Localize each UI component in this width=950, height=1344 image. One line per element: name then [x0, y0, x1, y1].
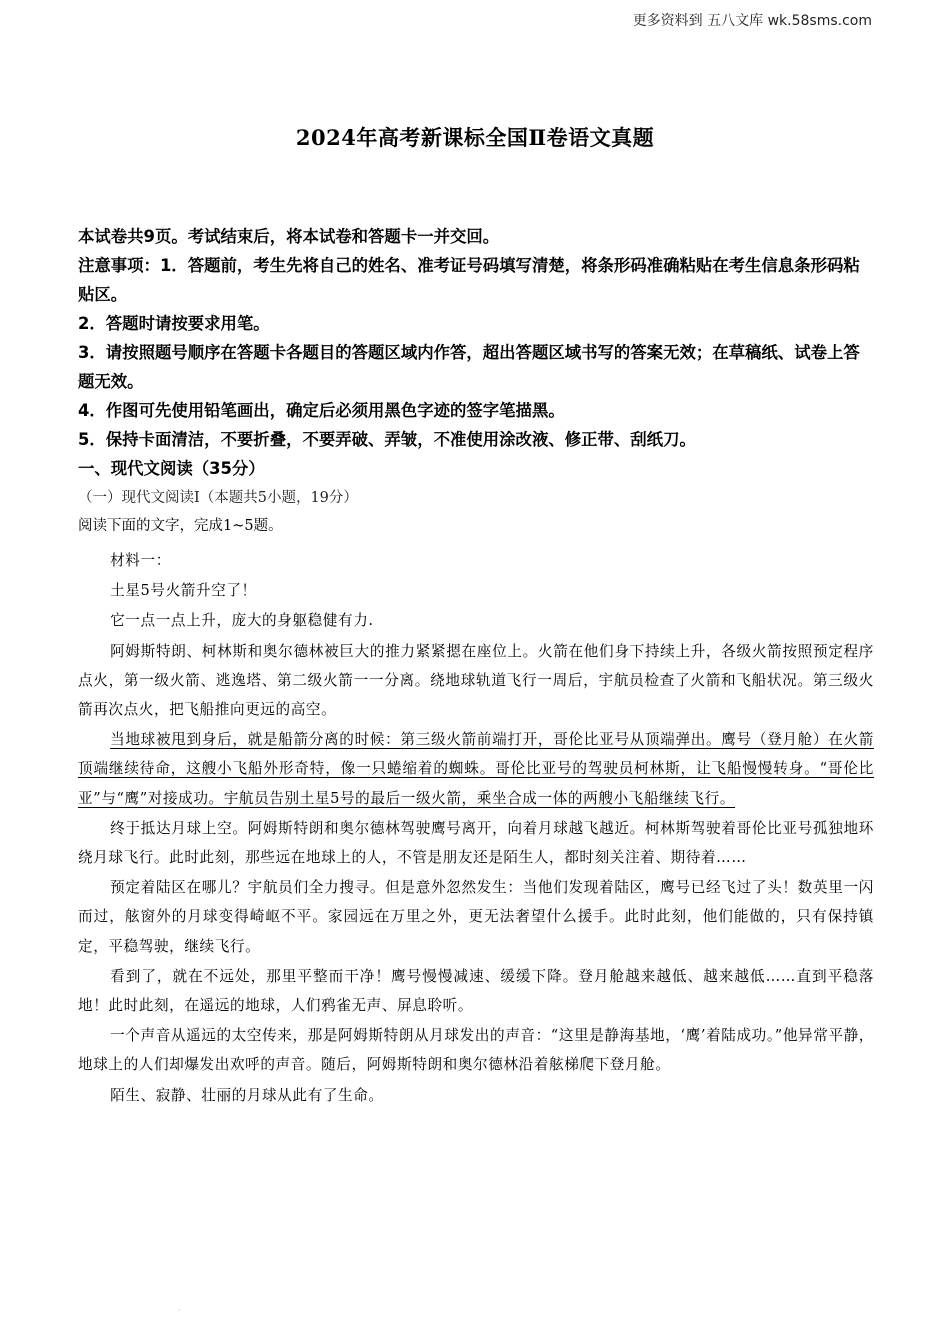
passage-paragraph: 阿姆斯特朗、柯林斯和奥尔德林被巨大的推力紧紧摁在座位上。火箭在他们身下持续上升，各级火箭按照预定程序点火，第一级火箭、逃逸塔、第二级火箭一一分离。绕地球轨道飞行一周后，宇航员检查了火箭和飞船状况。第三级火箭再次点火，把飞船推向更远的高空。 — [78, 642, 874, 719]
reading-instruction: 阅读下面的文字，完成1~5题。 — [78, 518, 283, 534]
passage-paragraph: 材料一： — [110, 552, 171, 569]
exam-note: 本试卷共9页。考试结束后，将本试卷和答题卡一并交回。 — [78, 227, 500, 246]
passage-paragraph: 它一点一点上升，庞大的身躯稳健有力. — [110, 612, 374, 630]
subsection-heading: （一）现代文阅读Ⅰ（本题共5小题，19分） — [78, 490, 358, 506]
passage-paragraph: 土星5号火箭升空了！ — [110, 582, 257, 600]
exam-note: 注意事项：1．答题前，考生先将自己的姓名、准考证号码填写清楚，将条形码准确粘贴在考生信息条形码粘贴区。 — [78, 256, 860, 304]
passage-paragraph: 陌生、寂静、壮丽的月球从此有了生命。 — [110, 1086, 384, 1104]
source-header: 更多资料到 五八文库 wk.58sms.com — [632, 13, 872, 29]
exam-note: 4．作图可先使用铅笔画出，确定后必须用黑色字迹的签字笔描黑。 — [78, 401, 565, 420]
page-mark: · — [178, 1306, 181, 1315]
section-heading: 一、现代文阅读（35分） — [78, 459, 265, 478]
exam-title: 2024年高考新课标全国Ⅱ卷语文真题 — [295, 125, 655, 150]
passage-paragraph: 预定着陆区在哪儿？宇航员们全力搜寻。但是意外忽然发生：当他们发现着陆区，鹰号已经飞过了头！数英里一闪而过，舷窗外的月球变得崎岖不平。家园远在万里之外，更无法奢望什么援手。此时此刻，他们能做的，只有保持镇定，平稳驾驶，继续飞行。 — [78, 879, 874, 955]
document-body — [78, 222, 874, 1111]
exam-note: 3．请按照题号顺序在答题卡各题目的答题区域内作答，超出答题区域书写的答案无效；在草稿纸、试卷上答题无效。 — [78, 343, 860, 391]
passage-paragraph: 看到了，就在不远处，那里平整而干净！鹰号慢慢减速、缓缓下降。登月舱越来越低、越来越低……直到平稳落地！此时此刻，在遥远的地球，人们鸦雀无声、屏息聆听。 — [78, 967, 874, 1015]
passage-paragraph: 终于抵达月球上空。阿姆斯特朗和奥尔德林驾驶鹰号离开，向着月球越飞越近。柯林斯驾驶着哥伦比亚号孤独地环绕月球飞行。此时此刻，那些远在地球上的人，不管是朋友还是陌生人，都时刻关注着、期待着…… — [78, 819, 874, 867]
exam-note: 5．保持卡面清洁，不要折叠，不要弄破、弄皱，不准使用涂改液、修正带、刮纸刀。 — [78, 430, 696, 449]
exam-note: 2．答题时请按要求用笔。 — [78, 314, 270, 333]
passage-paragraph: 一个声音从遥远的太空传来，那是阿姆斯特朗从月球发出的声音：“这里是静海基地，‘鹰’着陆成功。”他异常平静，地球上的人们却爆发出欢呼的声音。随后，阿姆斯特朗和奥尔德林沿着舷梯爬下登月舱。 — [78, 1027, 874, 1074]
passage-paragraph-underlined: 当地球被甩到身后，就是船箭分离的时候：第三级火箭前端打开，哥伦比亚号从顶端弹出。鹰号（登月舱）在火箭顶端继续待命，这艘小飞船外形奇特，像一只蜷缩着的蜘蛛。哥伦比亚号的驾驶员柯林斯，让飞船慢慢转身。“哥伦比亚”与“鹰”对接成功。宇航员告别土星5号的最后一级火箭，乘坐合成一体的两艘小飞船继续飞行。 — [78, 731, 874, 807]
